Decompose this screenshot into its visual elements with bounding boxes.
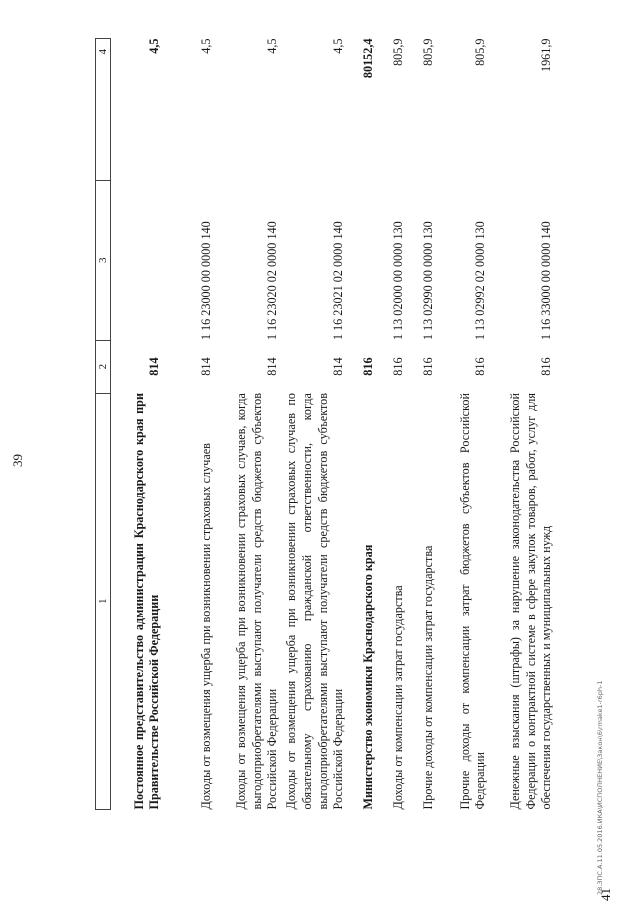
row-admin-code: 814 <box>147 357 162 376</box>
row-admin-code: 814 <box>199 357 214 376</box>
footer-file-code: 28.ЗПС.А.11.05.2016.ИКА\ИСПОЛНЕНИЕ\Закон\6\rmake1-r6ph-1 <box>596 680 604 895</box>
row-budget-code: 1 13 02000 00 0000 130 <box>391 221 406 341</box>
header-col-3: 3 <box>96 180 111 340</box>
header-col-4: 4 <box>96 39 111 181</box>
table-row <box>111 39 164 810</box>
table-header-row <box>96 39 111 810</box>
row-admin-code: 816 <box>391 357 406 376</box>
table-row <box>347 39 377 810</box>
row-budget-code <box>347 180 377 340</box>
row-sum: 805,9 <box>391 38 406 66</box>
header-col-1: 1 <box>96 393 111 809</box>
row-sum: 4,5 <box>331 38 346 54</box>
row-description: Прочие доходы от компенсации затрат государства <box>421 545 436 810</box>
row-admin-code: 814 <box>331 357 346 376</box>
row-description: Доходы от возмещения ущерба при возникновении страховых случаев по обязательному страхованию гражданской ответственности, когда выгодоприобретателями выступают получатели средств бюджетов субъектов Российской Федерации <box>283 393 346 810</box>
row-admin-code: 816 <box>473 357 488 376</box>
row-sum: 805,9 <box>473 38 488 66</box>
page-number-side: 41 <box>598 888 613 901</box>
row-admin-code: 816 <box>421 357 436 376</box>
row-budget-code: 1 13 02992 02 0000 130 <box>473 221 488 341</box>
page-number-top: 39 <box>10 454 25 467</box>
row-budget-code: 1 16 23021 02 0000 140 <box>331 221 346 341</box>
row-description: Доходы от компенсации затрат государства <box>391 585 406 810</box>
row-admin-code: 814 <box>265 357 280 376</box>
row-description: Доходы от возмещения ущерба при возникновении страховых случаев, когда выгодоприобретателями выступают получатели средств бюджетов субъектов Российской Федерации <box>233 393 280 810</box>
row-sum: 1961,9 <box>539 38 554 73</box>
row-sum: 80152,4 <box>361 38 376 79</box>
row-description: Министерство экономики Краснодарского края <box>361 544 376 810</box>
row-description: Денежные взыскания (штрафы) за нарушение законодательства Российской Федерации о контрактной системе в сфере закупок товаров, работ, услуг для обеспечения государственных и муниципальных нужд <box>507 393 554 810</box>
row-sum: 805,9 <box>421 38 436 66</box>
table-row <box>377 39 407 810</box>
row-admin-code: 816 <box>539 357 554 376</box>
table-row <box>215 39 281 810</box>
row-budget-code: 1 16 33000 00 0000 140 <box>539 221 554 341</box>
row-description: Прочие доходы от компенсации затрат бюджетов субъектов Российской Федерации <box>457 393 488 810</box>
header-col-2: 2 <box>96 340 111 393</box>
table-row <box>437 39 489 810</box>
table-row <box>281 39 347 810</box>
row-budget-code: 1 13 02990 00 0000 130 <box>421 221 436 341</box>
row-admin-code: 816 <box>361 357 376 376</box>
row-budget-code <box>111 180 164 340</box>
row-description: Доходы от возмещения ущерба при возникновении страховых случаев <box>199 443 214 810</box>
row-sum: 4,5 <box>199 38 214 54</box>
row-budget-code: 1 16 23000 00 0000 140 <box>199 221 214 341</box>
row-description: Постоянное представительство администрации Краснодарского края при Правительстве Российской Федерации <box>131 393 162 810</box>
table-row <box>407 39 437 810</box>
row-sum: 4,5 <box>265 38 280 54</box>
row-budget-code: 1 16 23020 02 0000 140 <box>265 221 280 341</box>
revenue-table <box>95 38 555 810</box>
table-row <box>489 39 555 810</box>
row-sum: 4,5 <box>147 38 162 54</box>
table-row <box>163 39 215 810</box>
